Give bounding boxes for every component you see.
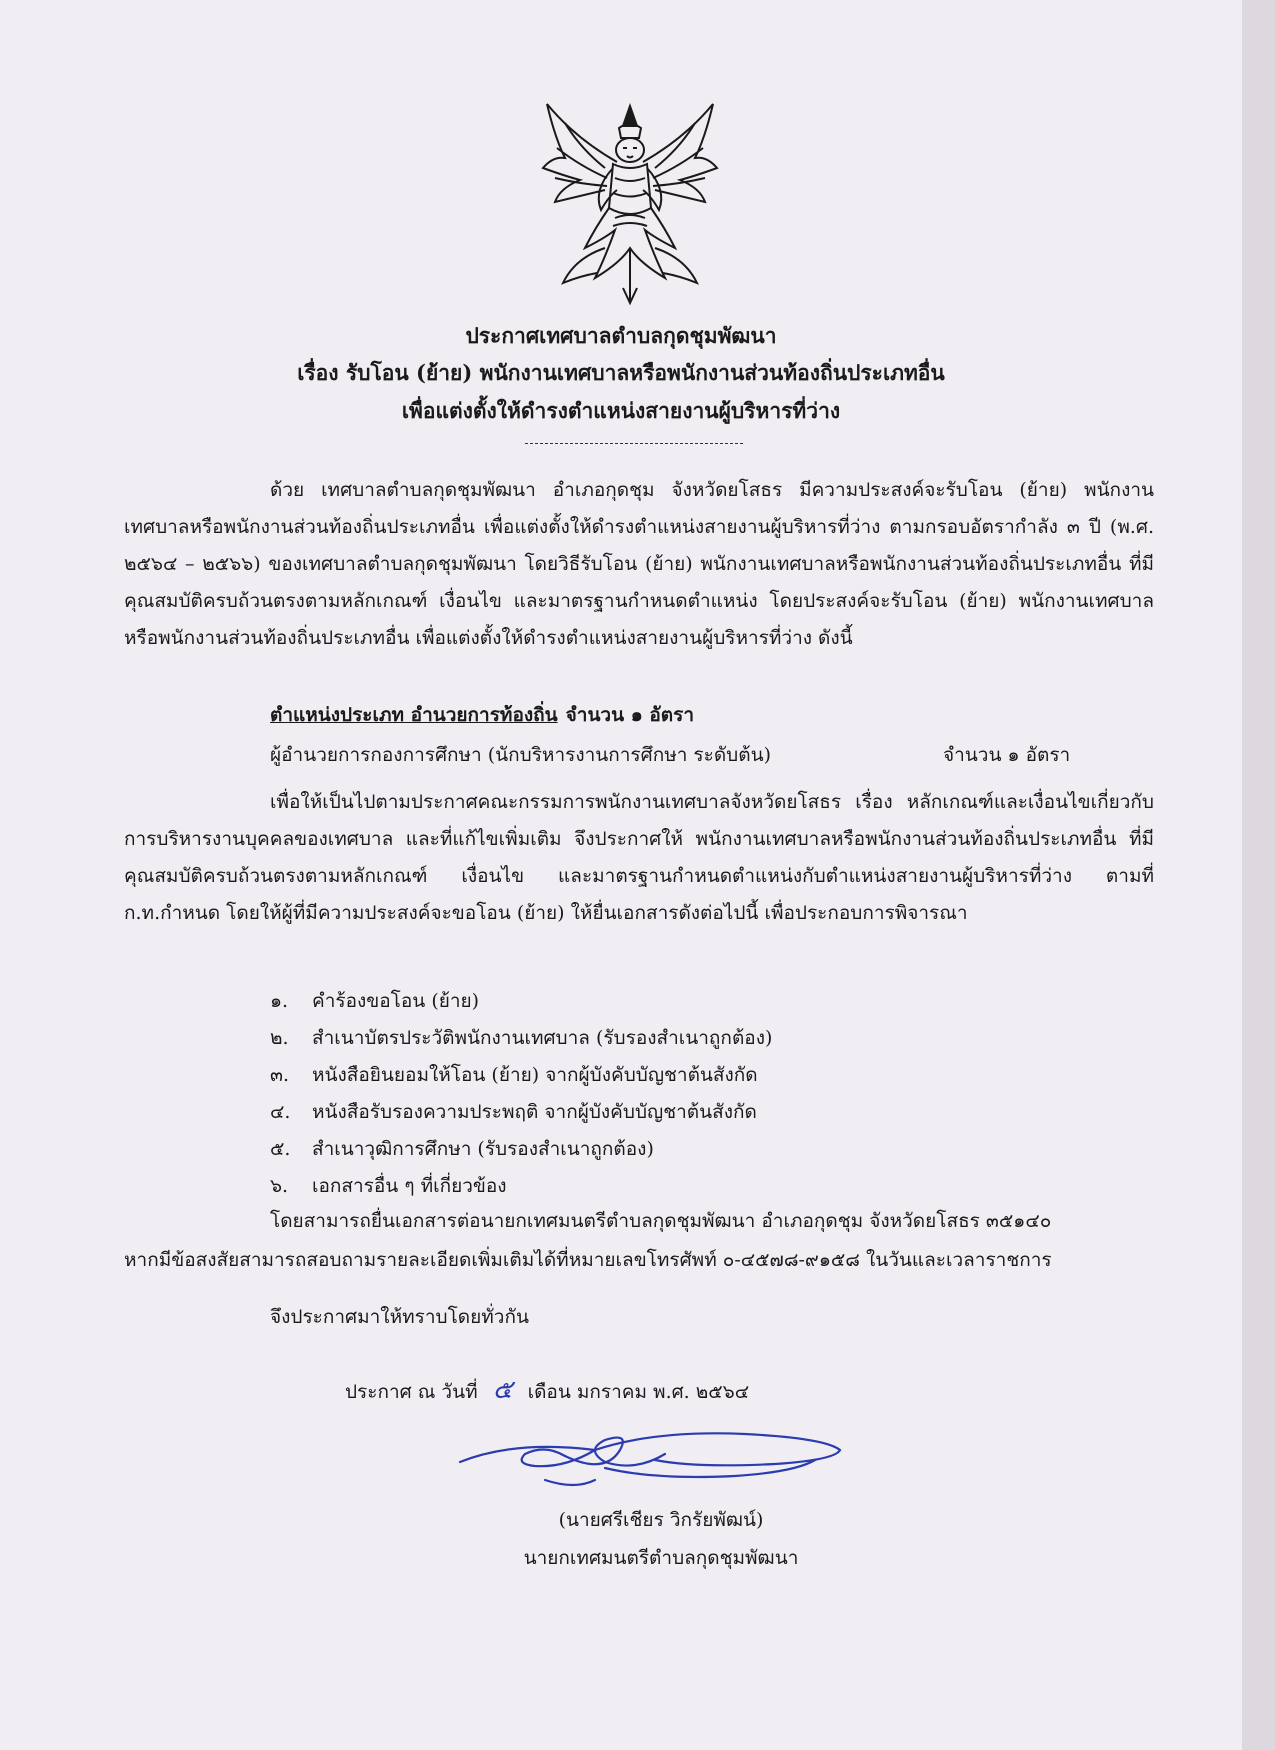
submission-line-2: หากมีข้อสงสัยสามารถสอบถามรายละเอียดเพิ่มเติมได้ที่หมายเลขโทรศัพท์ ๐-๔๕๗๘-๙๑๕๘ ในวันและเวลาราชการ bbox=[124, 1249, 1052, 1271]
document-subject: เรื่อง รับโอน (ย้าย) พนักงานเทศบาลหรือพนักงานส่วนท้องถิ่นประเภทอื่น bbox=[297, 360, 945, 385]
date-day: ๕ bbox=[492, 1375, 513, 1405]
garuda-emblem-icon bbox=[535, 98, 725, 308]
requirements-paragraph-text: เพื่อให้เป็นไปตามประกาศคณะกรรมการพนักงานเทศบาลจังหวัดยโสธร เรื่อง หลักเกณฑ์และเงื่อนไขเกี่ยวกับการบริหารงานบุคคลของเทศบาล และที่แก้ไขเพิ่มเติม จึงประกาศให้ พนักงานเทศบาลหรือพนักงานส่วนท้องถิ่นประเภทอื่น ที่มีคุณสมบัติครบถ้วนตรงตามหลักเกณฑ์ เงื่อนไข และมาตรฐานกำหนดตำแหน่งกับตำแหน่งสายงานผู้บริหารที่ว่าง ตามที่ ก.ท.กำหนด โดยให้ผู้ที่มีความประสงค์จะขอโอน (ย้าย) ให้ยื่นเอกสารดังต่อไปนี้ เพื่อประกอบการพิจารณา bbox=[124, 791, 1154, 924]
list-item-text: สำเนาบัตรประวัติพนักงานเทศบาล (รับรองสำเนาถูกต้อง) bbox=[312, 1027, 773, 1049]
list-item-number: ๖. bbox=[270, 1175, 289, 1197]
signer-title: นายกเทศมนตรีตำบลกุดชุมพัฒนา bbox=[523, 1547, 799, 1569]
list-item bbox=[270, 1020, 772, 1057]
signer-name: (นายศรีเชียร วิกรัยพัฒน์) bbox=[558, 1509, 764, 1531]
handwritten-signature bbox=[455, 1420, 845, 1515]
required-documents-list bbox=[270, 983, 772, 1205]
title-divider bbox=[525, 443, 743, 444]
list-item-text: หนังสือยินยอมให้โอน (ย้าย) จากผู้บังคับบัญชาต้นสังกัด bbox=[312, 1064, 758, 1086]
list-item bbox=[270, 983, 772, 1020]
list-item-number: ๓. bbox=[270, 1064, 290, 1086]
position-name: ผู้อำนวยการกองการศึกษา (นักบริหารงานการศึกษา ระดับต้น) bbox=[270, 744, 771, 766]
position-heading-count: จำนวน ๑ อัตรา bbox=[565, 704, 695, 726]
document-subject-line2: เพื่อแต่งตั้งให้ดำรงตำแหน่งสายงานผู้บริหารที่ว่าง bbox=[401, 398, 841, 423]
position-heading bbox=[270, 700, 694, 730]
requirements-paragraph bbox=[124, 784, 1154, 932]
list-item-text: คำร้องขอโอน (ย้าย) bbox=[312, 990, 480, 1012]
document-title: ประกาศเทศบาลตำบลกุดชุมพัฒนา bbox=[465, 323, 777, 348]
intro-paragraph-text: ด้วย เทศบาลตำบลกุดชุมพัฒนา อำเภอกุดชุม จังหวัดยโสธร มีความประสงค์จะรับโอน (ย้าย) พนักงานเทศบาลหรือพนักงานส่วนท้องถิ่นประเภทอื่น เพื่อแต่งตั้งให้ดำรงตำแหน่งสายงานผู้บริหารที่ว่าง ตามกรอบอัตรากำลัง ๓ ปี (พ.ศ. ๒๕๖๔ – ๒๕๖๖) ของเทศบาลตำบลกุดชุมพัฒนา โดยวิธีรับโอน (ย้าย) พนักงานเทศบาลหรือพนักงานส่วนท้องถิ่นประเภทอื่น ที่มีคุณสมบัติครบถ้วนตรงตามหลักเกณฑ์ เงื่อนไข และมาตรฐานกำหนดตำแหน่ง โดยประสงค์จะรับโอน (ย้าย) พนักงานเทศบาลหรือพนักงานส่วนท้องถิ่นประเภทอื่น เพื่อแต่งตั้งให้ดำรงตำแหน่งสายงานผู้บริหารที่ว่าง ดังนี้ bbox=[124, 479, 1154, 649]
list-item-number: ๔. bbox=[270, 1101, 291, 1123]
scan-edge bbox=[1242, 0, 1275, 1750]
announcement-date bbox=[345, 1369, 749, 1410]
list-item-number: ๑. bbox=[270, 990, 289, 1012]
list-item-text: หนังสือรับรองความประพฤติ จากผู้บังคับบัญชาต้นสังกัด bbox=[312, 1101, 757, 1123]
list-item-text: สำเนาวุฒิการศึกษา (รับรองสำเนาถูกต้อง) bbox=[312, 1138, 654, 1160]
list-item-number: ๕. bbox=[270, 1138, 291, 1160]
date-prefix: ประกาศ ณ วันที่ bbox=[345, 1381, 478, 1403]
list-item bbox=[270, 1057, 772, 1094]
submission-line-1: โดยสามารถยื่นเอกสารต่อนายกเทศมนตรีตำบลกุดชุมพัฒนา อำเภอกุดชุม จังหวัดยโสธร ๓๕๑๔๐ bbox=[270, 1210, 1052, 1232]
list-item bbox=[270, 1131, 772, 1168]
closing-statement: จึงประกาศมาให้ทราบโดยทั่วกัน bbox=[270, 1306, 529, 1328]
list-item-text: เอกสารอื่น ๆ ที่เกี่ยวข้อง bbox=[312, 1175, 507, 1197]
list-item bbox=[270, 1168, 772, 1205]
list-item bbox=[270, 1094, 772, 1131]
intro-paragraph bbox=[124, 472, 1154, 657]
position-heading-text: ตำแหน่งประเภท อำนวยการท้องถิ่น bbox=[270, 704, 558, 726]
date-suffix: เดือน มกราคม พ.ศ. ๒๕๖๔ bbox=[527, 1381, 750, 1403]
list-item-number: ๒. bbox=[270, 1027, 289, 1049]
position-count: จำนวน ๑ อัตรา bbox=[943, 744, 1071, 766]
